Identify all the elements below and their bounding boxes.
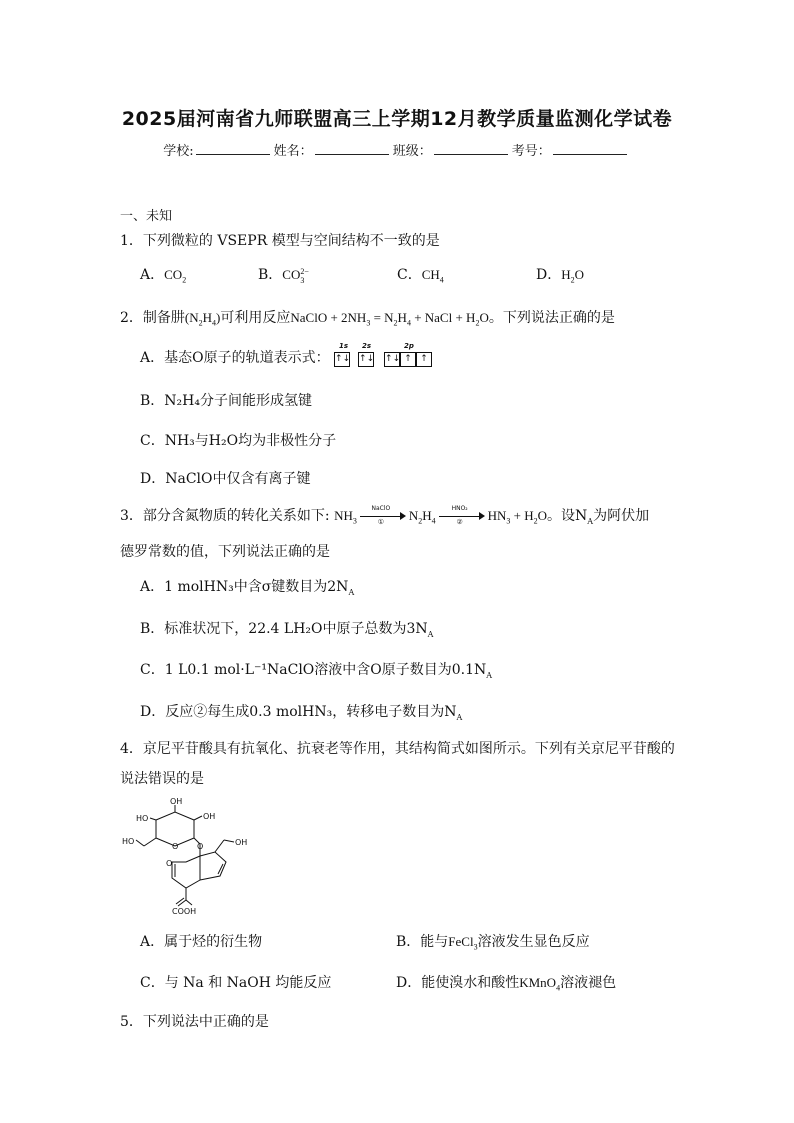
q2-option-d[interactable]: D．NaClO中仅含有离子键 [140, 471, 311, 487]
question-2-stem: 2．制备肼$(N_2H_4)$可利用反应NaClO + $2NH_3 = N_2H_4$ + NaCl + $H_2O$。下列说法正确的是 [120, 310, 615, 328]
q3-option-a[interactable]: A．1 molHN₃中含σ键数目为$2N_A$ [140, 579, 355, 597]
label-ho-bottom: HO [122, 837, 135, 846]
orbital-diagram: 1s 2s 2p ↑↓ ↑↓ ↑↓ ↑ ↑ [334, 348, 438, 368]
q2-option-a[interactable]: A．基态O原子的轨道表示式： 1s 2s 2p ↑↓ ↑↓ ↑↓ ↑ ↑ [140, 347, 438, 368]
q3-option-c[interactable]: C．1 L0.1 mol·L⁻¹NaClO溶液中含O原子数目为$0.1N_A$ [140, 662, 493, 680]
student-info-row [0, 140, 794, 159]
q4-option-a[interactable]: A．属于烃的衍生物 [140, 934, 263, 950]
q1-option-a[interactable]: A．$CO_2$ [140, 267, 187, 285]
structure-diagram [120, 798, 270, 920]
question-4-stem: 4．京尼平苷酸具有抗氧化、抗衰老等作用，其结构简式如图所示。下列有关京尼平苷酸的 [120, 741, 675, 757]
q1-option-c[interactable]: C．$CH_4$ [397, 267, 444, 285]
school-blank[interactable] [196, 142, 270, 155]
label-o-link: O [197, 842, 204, 851]
label-oh-side: OH [235, 838, 248, 847]
question-3-stem-line2: 德罗常数的值，下列说法正确的是 [120, 544, 330, 560]
question-5-stem: 5．下列说法中正确的是 [120, 1014, 269, 1030]
school-label: 学校: [163, 144, 194, 159]
exam-no-label: 考号： [511, 144, 551, 159]
name-label: 姓名： [273, 144, 313, 159]
label-oh-top: OH [170, 798, 183, 806]
reaction-arrow-2: HNO₂ ② [439, 509, 485, 523]
section-heading: 一、未知 [120, 209, 173, 224]
label-ho-left: HO [136, 814, 149, 823]
q3-option-b[interactable]: B．标准状况下，22.4 LH₂O中原子总数为$3N_A$ [140, 621, 434, 639]
q2-option-b[interactable]: B．N₂H₄分子间能形成氢键 [140, 393, 312, 409]
q3-option-d[interactable]: D．反应②每生成0.3 molHN₃，转移电子数目为$N_A$ [140, 704, 463, 722]
q1-option-d[interactable]: D．$H_2O$ [536, 267, 585, 285]
question-4-stem-line2: 说法错误的是 [120, 771, 204, 787]
q4-option-c[interactable]: C．与 Na 和 NaOH 均能反应 [140, 975, 332, 991]
q4-option-d[interactable]: D．能使溴水和酸性KMnO$_4$溶液褪色 [396, 975, 617, 993]
question-3-stem: 3．部分含氮物质的转化关系如下: $NH_3$ NaClO ① $N_2H_4$ HNO₂ ② $HN_3 + H_2O$。设$N_A$为阿伏加 [120, 505, 650, 526]
class-label: 班级： [392, 144, 432, 159]
reaction-arrow-1: NaClO ① [360, 509, 406, 523]
class-blank[interactable] [434, 142, 508, 155]
q4-option-b[interactable]: B．能与FeCl$_3$溶液发生显色反应 [396, 934, 590, 952]
question-1-stem: 1．下列微粒的 VSEPR 模型与空间结构不一致的是 [120, 233, 440, 249]
label-o-ring1: O [172, 842, 179, 851]
label-cooh: COOH [172, 907, 197, 916]
name-blank[interactable] [315, 142, 389, 155]
q2-option-c[interactable]: C．NH₃与H₂O均为非极性分子 [140, 433, 337, 449]
q1-option-b[interactable]: B．$CO_3^{2-}$ [258, 266, 309, 285]
exam-no-blank[interactable] [553, 142, 627, 155]
label-o-ring2: O [166, 859, 173, 868]
page-title: 2025届河南省九师联盟高三上学期12月教学质量监测化学试卷 [121, 108, 673, 130]
label-oh-right: OH [203, 812, 216, 821]
